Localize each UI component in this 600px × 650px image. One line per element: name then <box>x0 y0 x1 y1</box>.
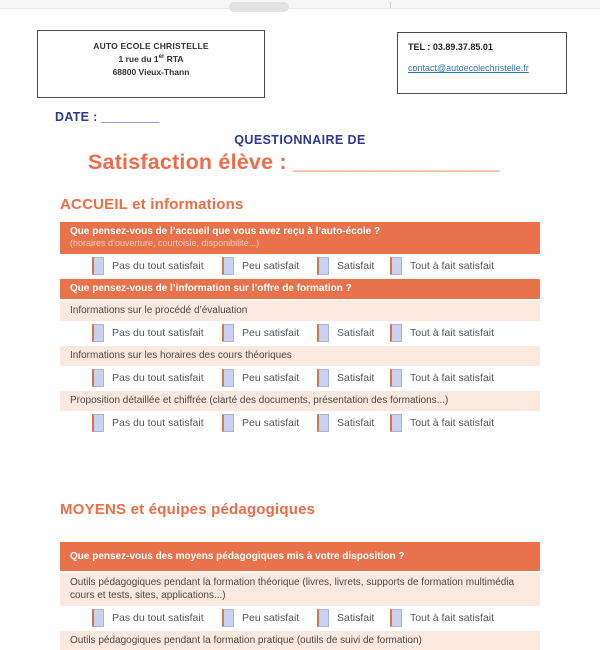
option-tout-a-fait-satisfait[interactable] <box>390 414 494 432</box>
question-subtitle: (horaires d’ouverture, courtoisie, disponibilité...) <box>70 238 260 248</box>
rating-options-row <box>60 324 540 343</box>
question-banner-moyens <box>60 542 540 571</box>
option-pas-du-tout-satisfait[interactable] <box>92 414 204 432</box>
checkbox-icon[interactable] <box>317 257 329 275</box>
checkbox-icon[interactable] <box>317 369 329 387</box>
question-item-row: Proposition détaillée et chiffrée (clarté des documents, présentation des formations...) <box>60 391 540 411</box>
checkbox-icon[interactable] <box>222 609 234 627</box>
option-label: Tout à fait satisfait <box>410 326 495 339</box>
option-pas-du-tout-satisfait[interactable] <box>92 609 204 627</box>
checkbox-icon[interactable] <box>222 369 234 387</box>
option-label: Satisfait <box>337 326 375 339</box>
checkbox-icon[interactable] <box>390 257 402 275</box>
option-label: Pas du tout satisfait <box>112 371 204 384</box>
question-title: Que pensez-vous des moyens pédagogiques mis à votre disposition ? <box>70 550 405 562</box>
school-address-line2: 68800 Vieux-Thann <box>112 67 190 77</box>
school-name: AUTO ECOLE CHRISTELLE <box>93 41 209 51</box>
option-peu-satisfait[interactable] <box>222 609 299 627</box>
checkbox-icon[interactable] <box>317 609 329 627</box>
option-satisfait[interactable] <box>317 257 374 275</box>
question-item-row: Outils pédagogiques pendant la formation théorique (livres, livrets, supports de formation multimédia cours et tests, sites, applications...) <box>60 573 540 606</box>
option-label: Pas du tout satisfait <box>112 326 204 339</box>
question-title: Que pensez-vous de l’accueil que vous avez reçu à l’auto-école ? <box>70 226 381 237</box>
option-peu-satisfait[interactable] <box>222 324 299 342</box>
checkbox-icon[interactable] <box>222 257 234 275</box>
option-label: Pas du tout satisfait <box>112 416 204 429</box>
option-peu-satisfait[interactable] <box>222 257 299 275</box>
checkbox-icon[interactable] <box>317 414 329 432</box>
option-peu-satisfait[interactable] <box>222 369 299 387</box>
phone-number: TEL : 03.89.37.85.01 <box>408 42 493 52</box>
option-satisfait[interactable] <box>317 414 374 432</box>
checkbox-icon[interactable] <box>92 257 104 275</box>
option-satisfait[interactable] <box>317 324 374 342</box>
checkbox-icon[interactable] <box>222 414 234 432</box>
toolbar-pill <box>229 2 289 12</box>
checkbox-icon[interactable] <box>92 369 104 387</box>
option-label: Satisfait <box>337 416 375 429</box>
question-item-row: Informations sur le procédé d’évaluation <box>60 301 540 321</box>
option-satisfait[interactable] <box>317 369 374 387</box>
option-label: Satisfait <box>337 259 375 272</box>
option-label: Satisfait <box>337 371 375 384</box>
question-item-row: Informations sur les horaires des cours théoriques <box>60 346 540 366</box>
rating-options-row <box>60 414 540 433</box>
option-pas-du-tout-satisfait[interactable] <box>92 257 204 275</box>
option-label: Tout à fait satisfait <box>410 416 495 429</box>
checkbox-icon[interactable] <box>222 324 234 342</box>
checkbox-icon[interactable] <box>317 324 329 342</box>
option-label: Satisfait <box>337 611 375 624</box>
option-label: Peu satisfait <box>242 416 300 429</box>
questionnaire-title-main: Satisfaction élève : _________________ <box>88 150 500 174</box>
question-banner-offre-formation <box>60 279 540 299</box>
checkbox-icon[interactable] <box>92 414 104 432</box>
option-tout-a-fait-satisfait[interactable] <box>390 369 494 387</box>
option-label: Tout à fait satisfait <box>410 611 495 624</box>
viewer-toolbar-fragment <box>0 0 600 9</box>
address-prefix: 1 rue du 1 <box>118 54 159 64</box>
questionnaire-title-top: QUESTIONNAIRE DE <box>234 133 366 147</box>
question-banner-accueil <box>60 222 540 254</box>
option-label: Peu satisfait <box>242 611 300 624</box>
address-superscript: er <box>158 54 165 61</box>
rating-options-row <box>60 257 540 276</box>
rating-options-row <box>60 369 540 388</box>
option-label: Tout à fait satisfait <box>410 259 495 272</box>
option-tout-a-fait-satisfait[interactable] <box>390 609 494 627</box>
school-info-box <box>37 30 265 98</box>
toolbar-divider <box>390 2 391 8</box>
contact-info-box <box>397 32 567 94</box>
date-field: DATE : ________ <box>55 110 160 124</box>
school-address-line1 <box>38 54 264 64</box>
option-label: Peu satisfait <box>242 326 300 339</box>
checkbox-icon[interactable] <box>390 414 402 432</box>
checkbox-icon[interactable] <box>390 324 402 342</box>
option-pas-du-tout-satisfait[interactable] <box>92 369 204 387</box>
option-satisfait[interactable] <box>317 609 374 627</box>
option-label: Peu satisfait <box>242 259 300 272</box>
option-tout-a-fait-satisfait[interactable] <box>390 324 494 342</box>
address-suffix: RTA <box>164 54 184 64</box>
section-heading-accueil: ACCUEIL et informations <box>60 196 244 213</box>
checkbox-icon[interactable] <box>390 609 402 627</box>
option-pas-du-tout-satisfait[interactable] <box>92 324 204 342</box>
option-label: Pas du tout satisfait <box>112 259 204 272</box>
checkbox-icon[interactable] <box>92 324 104 342</box>
question-item-row: Outils pédagogiques pendant la formation pratique (outils de suivi de formation) <box>60 631 540 650</box>
checkbox-icon[interactable] <box>92 609 104 627</box>
option-label: Tout à fait satisfait <box>410 371 495 384</box>
option-peu-satisfait[interactable] <box>222 414 299 432</box>
rating-options-row <box>60 609 540 628</box>
section-heading-moyens: MOYENS et équipes pédagogiques <box>60 500 316 518</box>
email-link[interactable]: contact@autoecolechristelle.fr <box>408 63 529 73</box>
checkbox-icon[interactable] <box>390 369 402 387</box>
option-label: Peu satisfait <box>242 371 300 384</box>
option-label: Pas du tout satisfait <box>112 611 204 624</box>
questionnaire-body <box>60 196 540 650</box>
question-title: Que pensez-vous de l’information sur l’offre de formation ? <box>70 282 352 294</box>
option-tout-a-fait-satisfait[interactable] <box>390 257 494 275</box>
